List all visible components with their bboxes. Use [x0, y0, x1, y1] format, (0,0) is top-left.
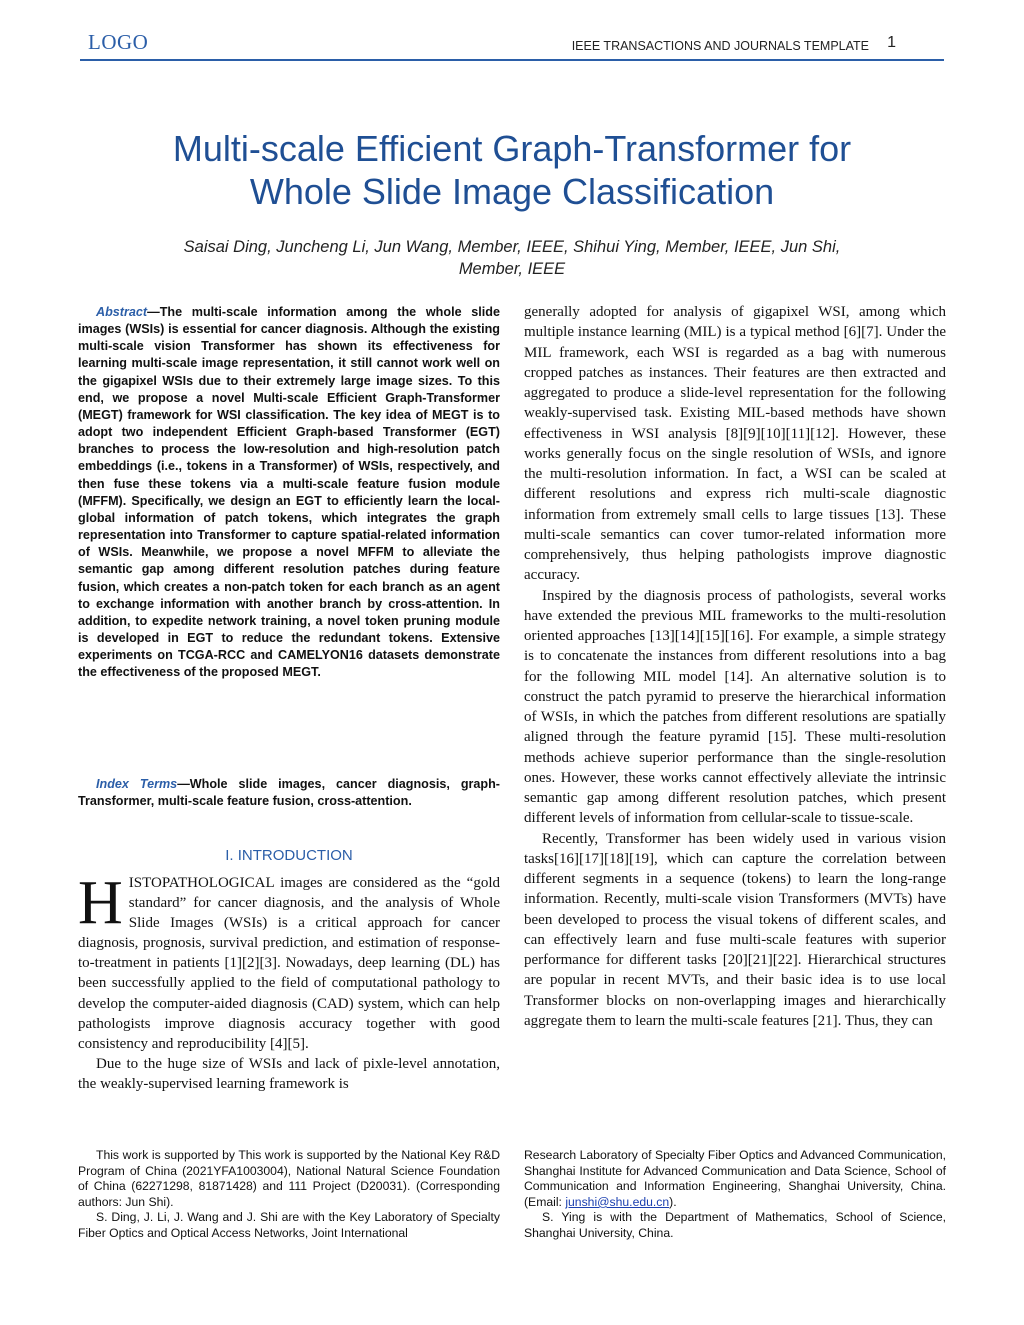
journal-logo: LOGO [88, 30, 149, 54]
title-line-2: Whole Slide Image Classification [249, 171, 775, 212]
journal-name: IEEE TRANSACTIONS AND JOURNALS TEMPLATE [571, 39, 869, 53]
intro-right-column [524, 302, 946, 1031]
header-rule [80, 59, 944, 61]
abstract-text: —The multi-scale information among the whole slide images (WSIs) is essential for cancer diagnosis. Although the existing multi-scale vision Transformer has shown its effectiveness for learning multi-scale image representation, it still cannot work well on the gigapixel WSIs due to their extremely large image sizes. To this end, we propose a novel Multi-scale Efficient Graph-Transformer (MEGT) framework for WSI classification. The key idea of MEGT is to adopt two independent Efficient Graph-based Transformer (EGT) branches to process the low-resolution and high-resolution patch embeddings (i.e., tokens in a Transformer) of WSIs, respectively, and then fuse these tokens via a multi-scale feature fusion module (MFFM). Specifically, we design an EGT to efficiently learn the local-global information of patch tokens, which integrates the graph representation into Transformer to capture spatial-related information of WSIs. Meanwhile, we propose a novel MFFM to alleviate the semantic gap among different resolution patches during feature fusion, which creates a non-patch token for each branch as an agent to exchange information with another branch by cross-attention. In addition, to expedite network training, a novel token pruning module is developed in EGT to reduce the redundant tokens. Extensive experiments on TCGA-RCC and CAMELYON16 datasets demonstrate the effectiveness of the proposed MEGT. [78, 305, 500, 680]
affiliation-note-1: S. Ding, J. Li, J. Wang and J. Shi are with the Key Laboratory of Specialty Fiber Optics and Optical Access Networks, Joint International [78, 1210, 500, 1240]
affiliation-note-continued [524, 1148, 946, 1210]
right-paragraph-2: Inspired by the diagnosis process of pathologists, several works have extended the previous MIL frameworks to the multi-resolution oriented approaches [13][14][15][16]. For example, a simple strategy is to concatenate the instances from different resolutions into a bag for the following MIL model [14]. An alternative solution is to construct the patch pyramid to preserve the hierarchical information of WSIs, in which the patches from different resolutions are spatially aligned through the feature pyramid [15]. These multi-resolution methods achieve superior performance than the single-resolution ones. However, these works cannot effectively alleviate the intrinsic semantic gap among different resolution patches, which present different levels of information from cellular-scale to tissue-scale. [524, 587, 946, 827]
funding-note: This work is supported by This work is supported by the National Key R&D Program of China (2021YFA1003004), National Natural Science Foundation of China (62271298, 81871428) and 111 Project (D20031). (Corresponding authors: Jun Shi). [78, 1148, 500, 1209]
authors-line-1: Saisai Ding, Juncheng Li, Jun Wang, Member, IEEE, Shihui Ying, Member, IEEE, Jun Shi, [183, 238, 841, 256]
index-terms-label: Index Terms [96, 777, 178, 791]
authors-line-2: Member, IEEE [458, 260, 566, 278]
intro-paragraph-2 [78, 1054, 500, 1094]
intro-p2-text: Due to the huge size of WSIs and lack of pixle-level annotation, the weakly-supervised learning framework is [78, 1055, 500, 1092]
drop-cap: H [78, 869, 123, 937]
intro-paragraph-1 [78, 869, 500, 1054]
affiliation-text: Research Laboratory of Specialty Fiber Optics and Advanced Communication, Shanghai Institute for Advanced Communication and Data Science, School of Communication and Information Engineering, Shanghai University, China. (Email: [524, 1148, 946, 1209]
right-paragraph-3: Recently, Transformer has been widely used in various vision tasks[16][17][18][19], which can capture the correlation between different segments in a sequence (tokens) to learn the long-range information. Recently, multi-scale vision Transformers (MVTs) have been developed to process the visual tokens of different scales, and can effectively learn and fuse multi-scale features with superior performance for different tasks [20][21][22]. Hierarchical structures are popular in recent MVTs, and their basic idea is to use local Transformer blocks on non-overlapping images and hierarchically aggregate them to learn the multi-scale features [21]. Thus, they can [524, 830, 946, 1029]
right-paragraph-1: generally adopted for analysis of gigapixel WSI, among which multiple instance learning (MIL) is a typical method [6][7]. Under the MIL framework, each WSI is regarded as a bag with numerous cropped patches as instances. Their features are then extracted and aggregated to produce a slide-level representation for the following weakly-supervised task. Existing MIL-based methods have shown effectiveness in WSI analysis [8][9][10][11][12]. However, these works generally focus on the single resolution of WSIs, and ignore the multi-resolution information. In fact, a WSI can be scaled at different resolutions and express rich multi-scale diagnostic information from extremely small cells to large tissues [13]. These multi-scale semantics can cover tumor-related information more comprehensively, thus helping pathologists improve diagnostic accuracy. [524, 304, 946, 584]
paper-title [80, 127, 944, 213]
affiliation-note-2: S. Ying is with the Department of Mathematics, School of Science, Shanghai University, China. [524, 1210, 946, 1240]
page-number: 1 [887, 34, 896, 51]
affiliation-end: ). [669, 1194, 677, 1209]
abstract [78, 304, 500, 681]
author-list [100, 236, 924, 280]
email-link[interactable]: junshi@shu.edu.cn [565, 1194, 670, 1209]
intro-left-column [78, 869, 500, 1094]
index-terms [78, 776, 500, 810]
intro-p1-text: ISTOPATHOLOGICAL images are considered as the “gold standard” for cancer diagnosis, and the analysis of Whole Slide Images (WSIs) is a critical approach for cancer diagnosis, prognosis, survival prediction, and estimation of response-to-treatment in patients [1][2][3]. Nowadays, deep learning (DL) has been successfully applied to the field of computational pathology to develop the computer-aided diagnosis (CAD) system, which can help pathologists improve diagnosis accuracy together with good consistency and reproducibility [4][5]. [78, 875, 500, 1052]
footnote-right [524, 1148, 946, 1242]
index-terms-text: —Whole slide images, cancer diagnosis, graph-Transformer, multi-scale feature fusion, cross-attention. [78, 777, 500, 809]
section-heading-introduction: I. INTRODUCTION [225, 847, 353, 864]
abstract-label: Abstract [96, 305, 148, 319]
title-line-1: Multi-scale Efficient Graph-Transformer for [172, 128, 852, 169]
footnote-left [78, 1148, 500, 1242]
